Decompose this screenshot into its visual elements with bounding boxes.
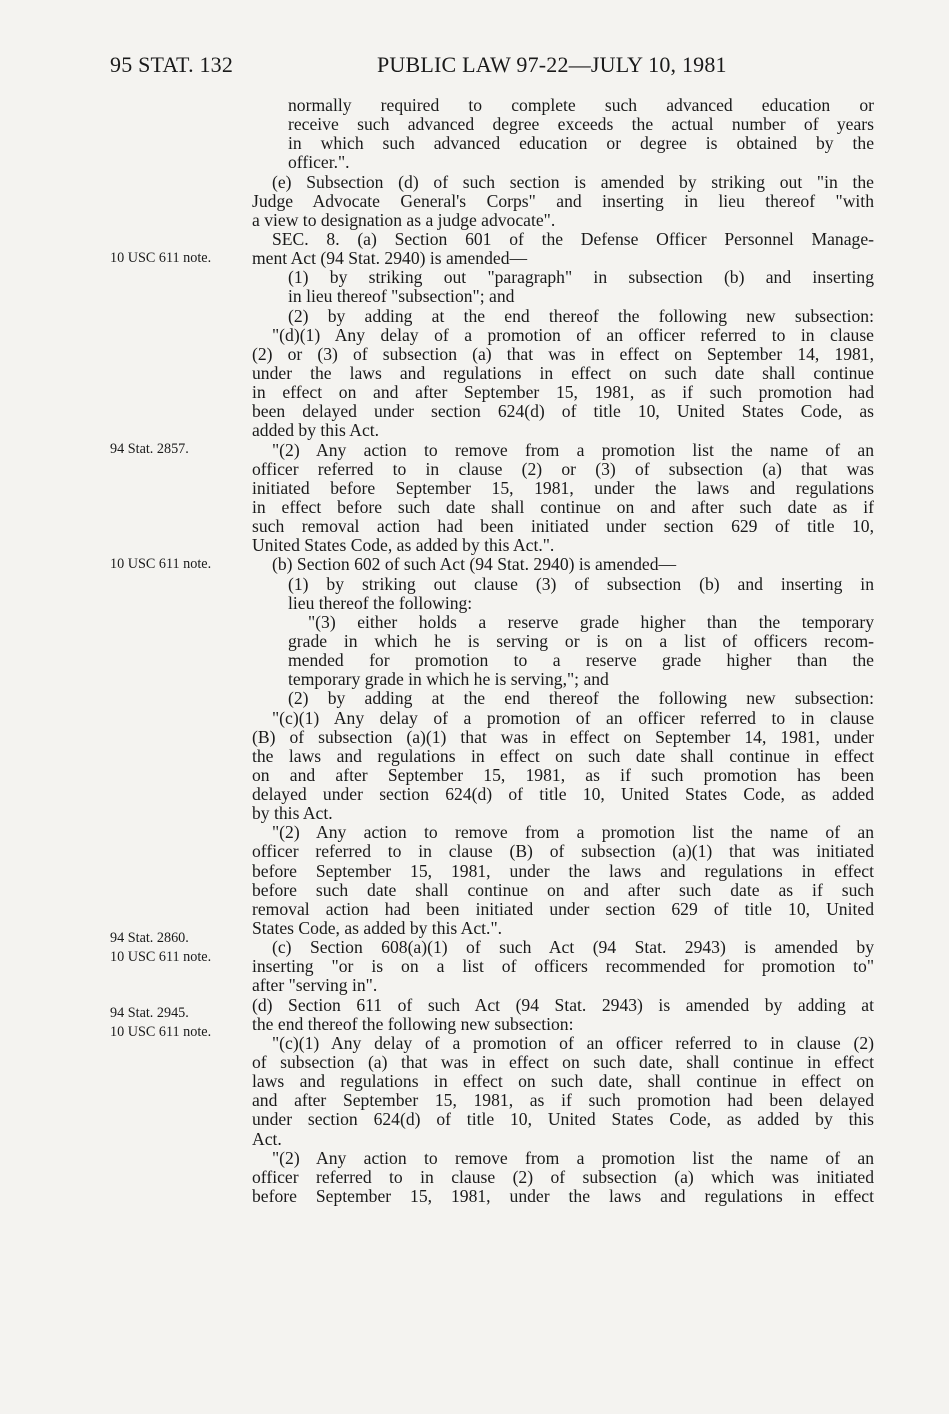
text-line: "(2) Any action to remove from a promotion list the name of an bbox=[272, 822, 874, 843]
text-line: receive such advanced degree exceeds the actual number of years bbox=[288, 114, 874, 135]
text-line: a view to designation as a judge advocate". bbox=[252, 209, 556, 230]
text-line: (2) or (3) of subsection (a) that was in effect on September 14, 1981, bbox=[252, 343, 874, 364]
text-line: the end thereof the following new subsection: bbox=[252, 1013, 574, 1034]
text-line: "(c)(1) Any delay of a promotion of an officer referred to in clause bbox=[272, 707, 874, 728]
text-line: normally required to complete such advanced education or bbox=[288, 95, 874, 115]
text-line: United States Code, as added by this Act.". bbox=[252, 535, 555, 556]
text-line: in effect on and after September 15, 1981, as if such promotion had bbox=[252, 382, 874, 403]
law-title: PUBLIC LAW 97-22—JULY 10, 1981 bbox=[377, 52, 727, 77]
margin-note: 94 Stat. 2860. bbox=[110, 930, 189, 946]
text-line: (B) of subsection (a)(1) that was in effect on September 14, 1981, under bbox=[252, 726, 874, 747]
text-line: before such date shall continue on and after such date as if such bbox=[252, 879, 874, 900]
text-line: "(2) Any action to remove from a promotion list the name of an bbox=[272, 439, 874, 460]
text-line: "(c)(1) Any delay of a promotion of an officer referred to in clause (2) bbox=[272, 1032, 874, 1053]
text-line: officer referred to in clause (2) of subsection (a) which was initiated bbox=[252, 1166, 874, 1187]
text-line: in which such advanced education or degree is obtained by the bbox=[288, 133, 874, 154]
margin-note: 10 USC 611 note. bbox=[110, 949, 212, 965]
text-line: before September 15, 1981, under the laws and regulations in effect bbox=[252, 860, 874, 881]
text-line: lieu thereof the following: bbox=[288, 592, 473, 613]
margin-note: 10 USC 611 note. bbox=[110, 250, 212, 266]
text-line: (2) by adding at the end thereof the following new subsection: bbox=[288, 305, 874, 326]
text-line: after "serving in". bbox=[252, 975, 378, 996]
text-line: "(d)(1) Any delay of a promotion of an officer referred to in clause bbox=[272, 324, 874, 345]
text-line: under section 624(d) of title 10, United States Code, as added by this bbox=[252, 1109, 874, 1130]
text-line: inserting "or is on a list of officers recommended for promotion to" bbox=[252, 956, 874, 977]
text-line: of subsection (a) that was in effect on such date, shall continue in effect bbox=[252, 1052, 874, 1073]
text-line: officer referred to in clause (2) or (3) of subsection (a) that was bbox=[252, 458, 874, 479]
text-line: Judge Advocate General's Corps" and inserting in lieu thereof "with bbox=[252, 190, 874, 211]
stat-reference: 95 STAT. 132 bbox=[110, 52, 234, 77]
text-line: officer.". bbox=[288, 152, 350, 173]
text-line: the laws and regulations in effect on such date shall continue in effect bbox=[252, 745, 874, 766]
text-line: (1) by striking out clause (3) of subsection (b) and inserting in bbox=[288, 573, 874, 594]
text-line: laws and regulations in effect on such date, shall continue in effect on bbox=[252, 1071, 874, 1092]
text-line: before September 15, 1981, under the laws and regulations in effect bbox=[252, 1186, 874, 1207]
margin-note: 94 Stat. 2857. bbox=[110, 441, 189, 457]
text-line: "(2) Any action to remove from a promotion list the name of an bbox=[272, 1147, 874, 1168]
text-line: grade in which he is serving or is on a list of officers recom- bbox=[288, 630, 874, 651]
text-line: temporary grade in which he is serving,"; and bbox=[288, 669, 609, 690]
margin-note: 94 Stat. 2945. bbox=[110, 1005, 189, 1021]
text-line: (2) by adding at the end thereof the following new subsection: bbox=[288, 688, 874, 709]
text-line: by this Act. bbox=[252, 803, 333, 824]
text-line: initiated before September 15, 1981, under the laws and regulations bbox=[252, 477, 874, 498]
margin-note: 10 USC 611 note. bbox=[110, 556, 212, 572]
text-line: on and after September 15, 1981, as if such promotion has been bbox=[252, 764, 874, 785]
text-line: delayed under section 624(d) of title 10, United States Code, as added bbox=[252, 784, 874, 805]
text-line: (c) Section 608(a)(1) of such Act (94 Stat. 2943) is amended by bbox=[272, 937, 874, 958]
text-line: (b) Section 602 of such Act (94 Stat. 2940) is amended— bbox=[272, 554, 677, 575]
text-line: officer referred to in clause (B) of subsection (a)(1) that was initiated bbox=[252, 841, 874, 862]
statute-body bbox=[252, 96, 874, 1206]
text-line: in lieu thereof "subsection"; and bbox=[288, 286, 515, 307]
text-line: (e) Subsection (d) of such section is amended by striking out "in the bbox=[272, 171, 874, 192]
text-line: mended for promotion to a reserve grade higher than the bbox=[288, 650, 874, 671]
text-line: ment Act (94 Stat. 2940) is amended— bbox=[252, 248, 528, 269]
text-line: such removal action had been initiated under section 629 of title 10, bbox=[252, 516, 874, 537]
text-line: SEC. 8. (a) Section 601 of the Defense Officer Personnel Manage- bbox=[272, 228, 874, 249]
text-line: and after September 15, 1981, as if such promotion had been delayed bbox=[252, 1090, 874, 1111]
text-line: in effect before such date shall continue on and after such date as if bbox=[252, 496, 874, 517]
text-line: under the laws and regulations in effect on such date shall continue bbox=[252, 362, 874, 383]
text-line: added by this Act. bbox=[252, 420, 380, 441]
text-line: States Code, as added by this Act.". bbox=[252, 918, 503, 939]
text-line: "(3) either holds a reserve grade higher than the temporary bbox=[308, 611, 874, 632]
text-line: removal action had been initiated under section 629 of title 10, United bbox=[252, 898, 874, 919]
text-line: Act. bbox=[252, 1128, 282, 1149]
text-line: (1) by striking out "paragraph" in subsection (b) and inserting bbox=[288, 267, 874, 288]
margin-note: 10 USC 611 note. bbox=[110, 1024, 212, 1040]
text-line: been delayed under section 624(d) of title 10, United States Code, as bbox=[252, 401, 874, 422]
text-line: (d) Section 611 of such Act (94 Stat. 2943) is amended by adding at bbox=[252, 994, 874, 1015]
